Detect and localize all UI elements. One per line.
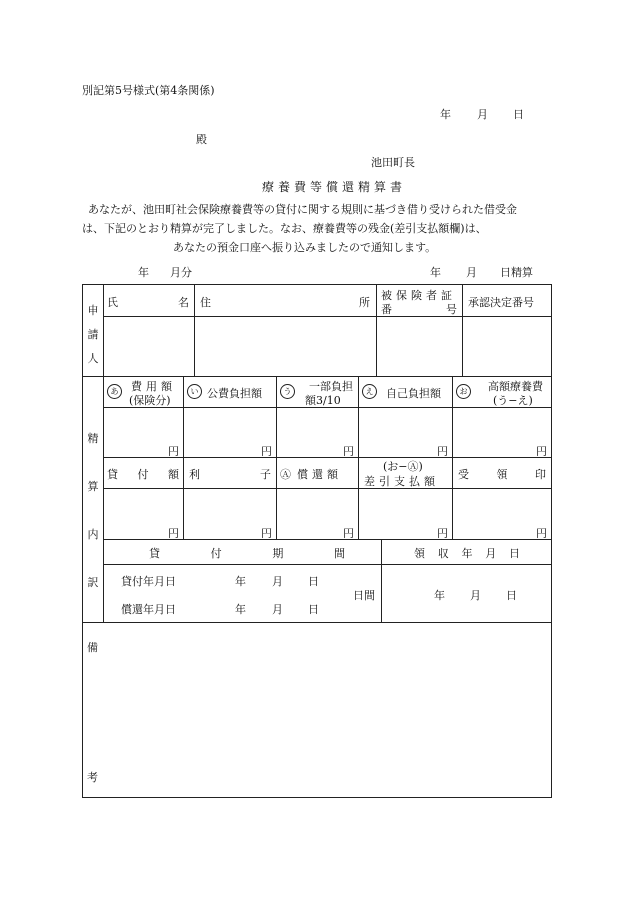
loan-date-day: 日 [308,575,319,588]
circled-mark: う [280,384,295,399]
yen-interest: 円 [261,527,272,540]
applicant-section-label [83,299,103,371]
i-label: 公費負担額 [207,387,262,400]
header-char: 受 [458,468,469,481]
rule-row2-head [103,488,551,489]
circled-mark: え [362,384,377,399]
yen-receipt: 円 [536,527,547,540]
remarks-label-top: 備 [87,641,98,654]
header-char: 貸 [107,468,118,481]
insured-header-top: 被保険者証 [381,289,456,302]
settle-day: 日精算 [500,266,533,279]
repay-mark: Ⓐ [280,468,291,481]
yen-o: 円 [536,445,547,458]
header-date-month: 月 [477,108,488,121]
rule-applicant-head [103,316,551,317]
o-line1: 高額療養費 [488,380,543,393]
header-char: 号 [446,303,457,316]
circled-mark: あ [107,384,122,399]
rule-name-col [194,285,195,376]
loan-date-year: 年 [235,575,246,588]
u-line1: 一部負担 [309,380,353,393]
label-char: 請 [87,328,99,341]
loan-amount-header [107,466,179,482]
rule-settlement-bottom [83,622,551,623]
header-char: 領 [496,468,508,481]
yen-e: 円 [437,445,448,458]
header-char: 所 [359,296,370,309]
period-year: 年 [138,266,149,279]
header-char: 付 [137,468,149,481]
header-char: 付 [210,547,222,560]
insured-header-bottom [381,301,457,317]
settle-month: 月 [466,266,477,279]
header-char: 収 [437,547,449,560]
remarks-label-bottom: 考 [87,771,98,784]
header-char: 領 [414,547,425,560]
rule-insured-col [462,285,463,376]
loan-period-header [149,545,345,561]
o-line2: (う−え) [493,394,533,407]
header-char: 子 [260,468,271,481]
header-char: 貸 [149,547,160,560]
label-char: 人 [87,352,99,365]
header-date-year: 年 [440,108,451,121]
notice-line1: あなたが、池田町社会保険療養費等の貸付に関する規則に基づき借り受けられた借受金 [88,203,517,216]
repay-date-month: 月 [272,603,283,616]
remarks-area[interactable] [105,625,549,795]
e-label: 自己負担額 [386,387,441,400]
e-mark [362,384,377,399]
period-month: 月分 [170,266,192,279]
circled-mark: お [456,384,471,399]
header-char: 日 [509,547,520,560]
addressee-suffix: 殿 [196,133,207,146]
rule-col-2 [276,376,277,539]
rule-col-3 [358,376,359,539]
header-char: 間 [333,547,345,560]
header-char: 額 [168,468,179,481]
approval-header: 承認決定番号 [468,296,534,309]
yen-i: 円 [261,445,272,458]
address-header [200,294,370,310]
label-char: 精 [87,432,99,445]
label-char: 内 [87,528,99,541]
name-header [107,294,189,310]
interest-header [189,466,271,482]
header-char: 番 [381,303,392,316]
receipt-month: 月 [470,589,481,602]
rule-label-col [103,285,104,622]
receipt-seal-header [458,466,546,482]
receipt-day: 日 [506,589,517,602]
yen-a: 円 [168,445,179,458]
label-char: 訳 [87,576,99,589]
days-label: 日間 [353,589,375,602]
yen-loan: 円 [168,527,179,540]
settlement-section-label [83,415,103,607]
notice-line2: は、下記のとおり精算が完了しました。なお、療養費等の残金(差引支払額欄)は、 [82,222,487,235]
label-char: 算 [87,480,99,493]
a-line2: (保険分) [129,394,171,407]
rule-row3-head [103,564,551,565]
header-char: 年 [461,547,473,560]
repay-date-day: 日 [308,603,319,616]
repay-date-label: 償還年月日 [121,603,176,616]
yen-u: 円 [343,445,354,458]
label-char: 申 [87,304,99,317]
header-char: 氏 [107,296,118,309]
a-mark [107,384,122,399]
u-mark [280,384,295,399]
rule-address-col [376,285,377,376]
circled-mark: い [187,384,202,399]
rule-col-period [381,539,382,622]
o-mark [456,384,471,399]
loan-date-month: 月 [272,575,283,588]
i-mark [187,384,202,399]
a-line1: 費用額 [131,380,176,393]
form-number: 別記第5号様式(第4条関係) [82,84,215,97]
diff-label: 差引支払額 [364,475,439,488]
rule-col-1 [183,376,184,539]
repay-amount-header: 償還額 [297,468,342,481]
document-title: 療養費等償還精算書 [262,180,407,194]
header-char: 利 [189,468,200,481]
rule-applicant-bottom [83,376,551,377]
receipt-date-header [414,545,520,561]
yen-repay: 円 [343,527,354,540]
issuer: 池田町長 [371,156,415,169]
rule-col-4 [452,376,453,539]
header-char: 期 [272,547,284,560]
header-char: 印 [535,468,546,481]
header-char: 月 [485,547,497,560]
notice-line3: あなたの預金口座へ振り込みましたので通知します。 [173,241,437,254]
settle-year: 年 [430,266,441,279]
settlement-form [82,284,552,798]
loan-date-label: 貸付年月日 [121,575,176,588]
yen-diff: 円 [437,527,448,540]
repay-date-year: 年 [235,603,246,616]
header-char: 住 [200,296,211,309]
u-line2: 額3/10 [305,394,341,407]
receipt-year: 年 [434,589,445,602]
header-char: 名 [178,296,189,309]
diff-top: (お−Ⓐ) [383,460,423,473]
header-date-day: 日 [513,108,524,121]
